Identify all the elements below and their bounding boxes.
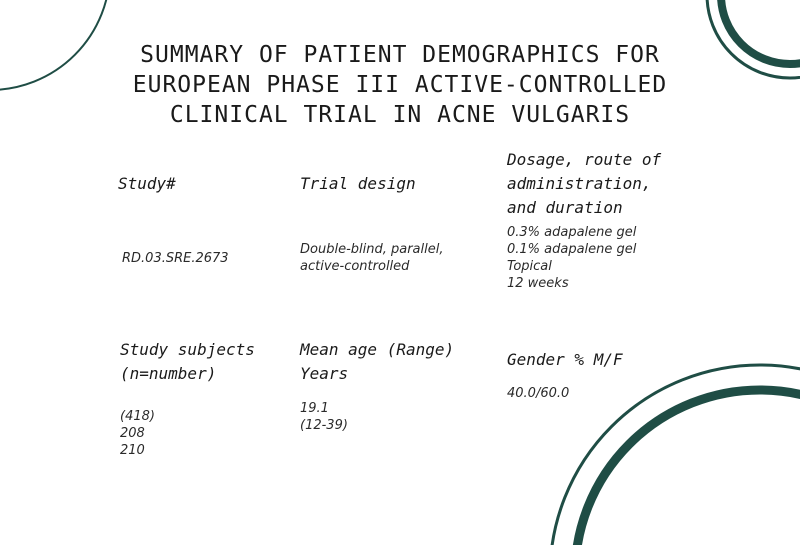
mean-age-header-line: Mean age (Range) [300,340,455,359]
dosage-line: 0.1% adapalene gel [507,242,637,257]
title-line: EUROPEAN PHASE III ACTIVE-CONTROLLED [132,72,668,98]
gender-header: Gender % M/F [507,350,623,369]
trial-design-line: active-controlled [300,259,410,274]
dosage-value [507,224,636,292]
study-subjects-line: 208 [120,426,145,441]
gender-value: 40.0/60.0 [507,386,570,401]
page-title [0,40,800,130]
mean-age-line: (12-39) [300,418,348,433]
title-line: CLINICAL TRIAL IN ACNE VULGARIS [169,102,631,128]
study-subjects-header-line: (n=number) [120,364,217,383]
bottom-right-arc-inner [575,390,800,545]
study-subjects-line: (418) [120,409,155,424]
mean-age-value [300,400,348,434]
dosage-line: 12 weeks [507,276,569,291]
study-subjects-line: 210 [120,443,145,458]
dosage-header-line: and duration [507,198,623,217]
bottom-right-arc-outer [550,365,800,545]
trial-design-value [300,241,443,275]
study-number-header: Study# [118,174,176,193]
trial-design-line: Double-blind, parallel, [300,242,444,257]
mean-age-line: 19.1 [300,401,329,416]
trial-design-header: Trial design [300,174,416,193]
dosage-header [507,148,661,220]
mean-age-header [300,338,454,386]
study-subjects-header [120,338,255,386]
dosage-line: 0.3% adapalene gel [507,225,637,240]
study-number-value: RD.03.SRE.2673 [122,251,229,266]
title-line: SUMMARY OF PATIENT DEMOGRAPHICS FOR [140,42,660,68]
mean-age-header-line: Years [300,364,349,383]
dosage-header-line: Dosage, route of [507,150,662,169]
dosage-header-line: administration, [507,174,652,193]
study-subjects-header-line: Study subjects [120,340,255,359]
dosage-line: Topical [507,259,552,274]
study-subjects-value [120,408,155,459]
